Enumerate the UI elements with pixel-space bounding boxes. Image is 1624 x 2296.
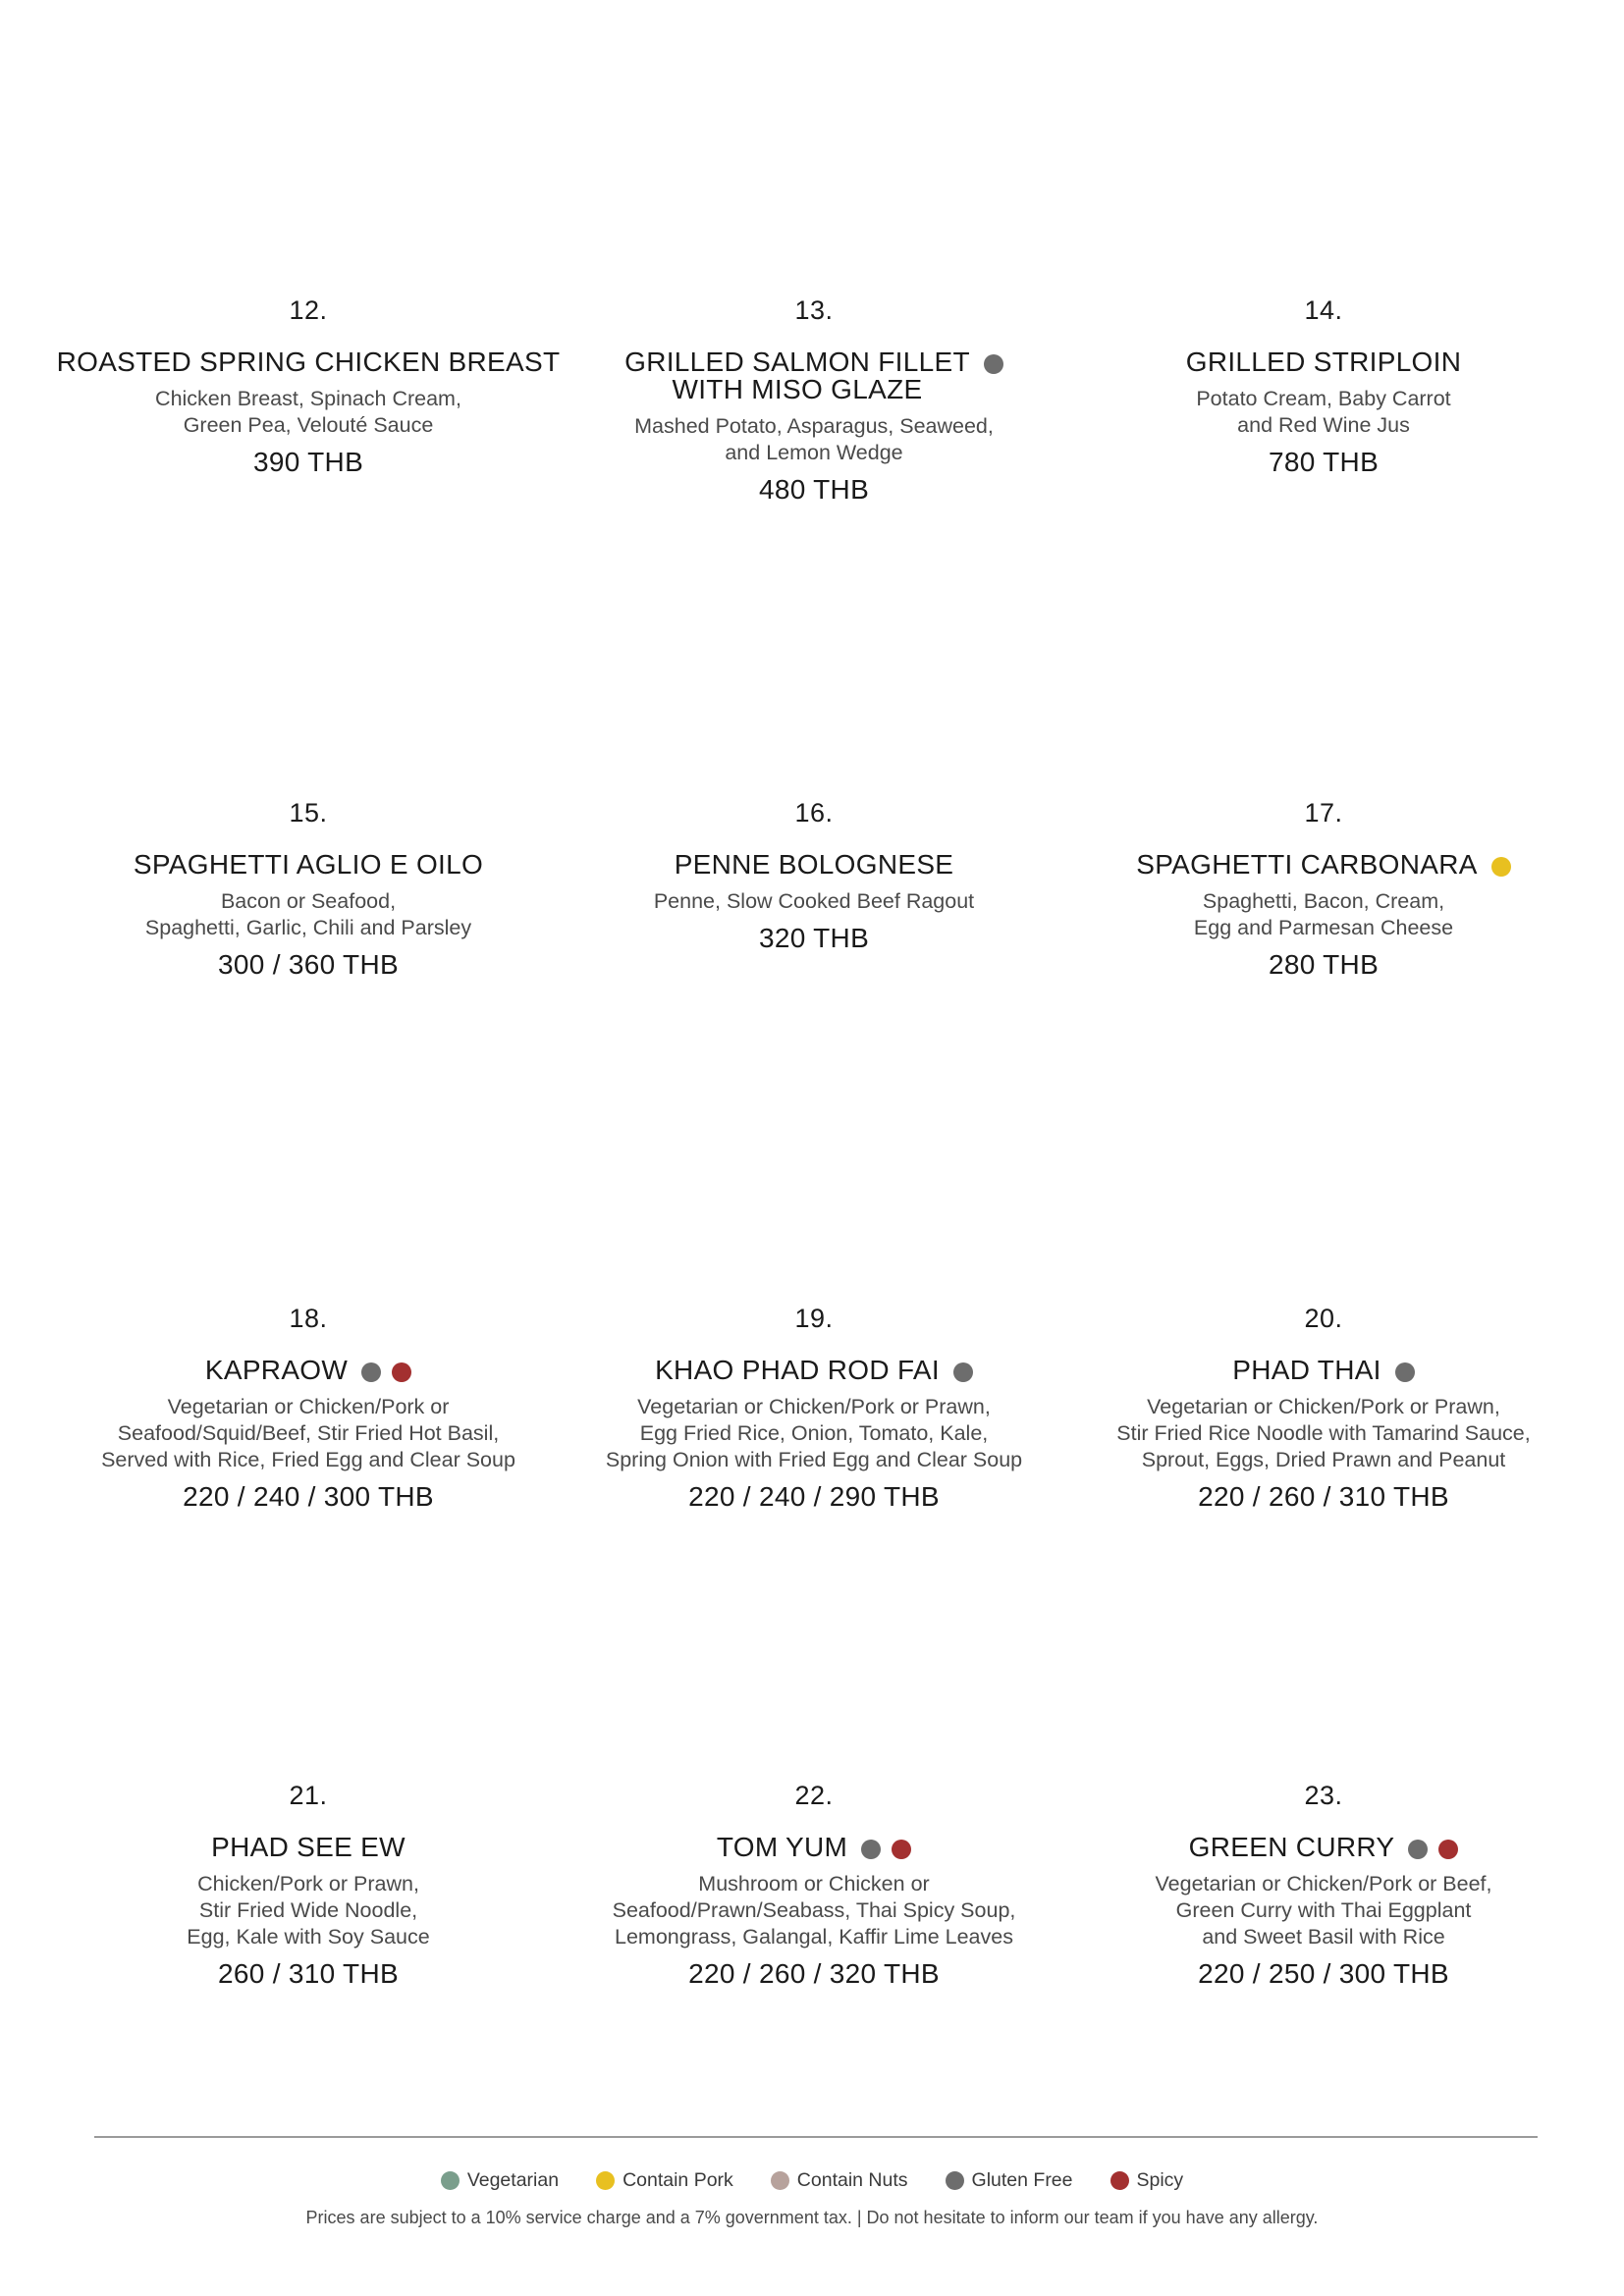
item-name-line: ROASTED SPRING CHICKEN BREAST [56,347,561,377]
item-name [1068,851,1579,879]
menu-item [1068,294,1579,479]
item-description [1068,1871,1579,1950]
item-number: 19. [794,1304,834,1333]
item-name-line: PHAD THAI [1232,1355,1381,1385]
legend-item [771,2169,908,2192]
item-name [1068,1834,1579,1861]
dietary-legend [0,2169,1624,2192]
item-description [559,1871,1069,1950]
item-price: 220 / 240 / 290 THB [688,1481,940,1512]
legend-label: Vegetarian [466,2169,560,2191]
item-number: 21. [289,1781,328,1810]
item-price: 780 THB [1268,447,1380,477]
gluten-free-dot-icon [861,1840,881,1859]
item-description-line: Mashed Potato, Asparagus, Seaweed, [634,414,994,438]
item-description-line: Vegetarian or Chicken/Pork or Beef, [1155,1872,1492,1896]
item-description-line: Chicken/Pork or Prawn, [197,1872,419,1896]
item-description-line: Spaghetti, Garlic, Chili and Parsley [144,916,472,939]
item-number: 15. [289,798,328,828]
item-name-line: KAPRAOW [204,1355,349,1385]
item-description-line: Penne, Slow Cooked Beef Ragout [653,889,975,913]
legend-item [1110,2169,1184,2192]
item-number: 18. [289,1304,328,1333]
item-description [559,413,1069,466]
legend-item [441,2169,559,2192]
item-description-line: Mushroom or Chicken or [698,1872,930,1896]
item-description-line: Seafood/Prawn/Seabass, Thai Spicy Soup, [612,1898,1016,1922]
item-description-line: Vegetarian or Chicken/Pork or Prawn, [637,1395,991,1418]
item-name-line: SPAGHETTI AGLIO E OILO [133,849,484,880]
item-name-line: GRILLED SALMON FILLET [624,347,970,377]
legend-item [596,2169,733,2192]
item-name-line: WITH MISO GLAZE [672,374,923,404]
item-number: 17. [1304,798,1343,828]
item-tags [984,354,1003,374]
item-name-line: SPAGHETTI CARBONARA [1136,849,1478,880]
item-price: 260 / 310 THB [218,1958,399,1989]
item-price: 280 THB [1268,949,1380,980]
item-price: 300 / 360 THB [218,949,399,980]
item-number: 20. [1304,1304,1343,1333]
legend-label: Gluten Free [971,2169,1073,2191]
item-number: 23. [1304,1781,1343,1810]
item-description-line: Bacon or Seafood, [220,889,397,913]
menu-item [1068,797,1579,982]
item-price: 480 THB [758,474,870,505]
item-name [559,851,1069,879]
item-tags [361,1362,411,1382]
item-name [53,1357,564,1384]
item-name [559,1357,1069,1384]
item-price: 320 THB [758,923,870,953]
item-description [53,1394,564,1473]
gluten-free-dot-icon [984,354,1003,374]
item-name-line: GRILLED STRIPLOIN [1185,347,1462,377]
item-description-line: Egg, Kale with Soy Sauce [187,1925,430,1949]
legend-label: Spicy [1136,2169,1184,2191]
item-description-line: Spring Onion with Fried Egg and Clear Soup [605,1448,1023,1471]
item-description-line: Stir Fried Rice Noodle with Tamarind Sauce, [1116,1421,1531,1445]
gluten-free-dot-icon [1395,1362,1415,1382]
item-description [53,1871,564,1950]
item-number: 12. [289,295,328,325]
item-number: 13. [794,295,834,325]
footer-note: Prices are subject to a 10% service charge and a 7% government tax. | Do not hesitate to inform our team if you have any allergy. [305,2208,1319,2227]
item-name [53,851,564,879]
item-description [53,386,564,439]
item-name [53,348,564,376]
item-name-line: TOM YUM [716,1832,848,1862]
vegetarian-dot-icon [441,2171,460,2190]
gluten-free-dot-icon [946,2171,964,2190]
item-description-line: Green Pea, Velouté Sauce [183,413,434,437]
spicy-dot-icon [392,1362,411,1382]
item-description-line: and Red Wine Jus [1237,413,1410,437]
item-tags [1491,857,1511,877]
item-price: 220 / 260 / 320 THB [688,1958,940,1989]
menu-item [559,1780,1069,1991]
menu-item [53,797,564,982]
item-number: 14. [1304,295,1343,325]
gluten-free-dot-icon [1408,1840,1428,1859]
item-number: 22. [794,1781,834,1810]
item-description-line: Stir Fried Wide Noodle, [198,1898,418,1922]
item-description-line: and Sweet Basil with Rice [1202,1925,1445,1949]
item-description-line: and Lemon Wedge [725,441,903,464]
item-description [1068,386,1579,439]
menu-item [53,294,564,479]
item-tags [1395,1362,1415,1382]
item-description-line: Vegetarian or Chicken/Pork or Prawn, [1147,1395,1500,1418]
menu-item [53,1780,564,1991]
item-description-line: Sprout, Eggs, Dried Prawn and Peanut [1141,1448,1506,1471]
footer-divider [94,2136,1538,2138]
gluten-free-dot-icon [953,1362,973,1382]
item-description-line: Green Curry with Thai Eggplant [1175,1898,1472,1922]
item-number: 16. [794,798,834,828]
item-name-line: PHAD SEE EW [211,1832,406,1862]
menu-item [53,1303,564,1514]
gluten-free-dot-icon [361,1362,381,1382]
item-name [1068,1357,1579,1384]
item-price: 390 THB [252,447,364,477]
legend-item [946,2169,1073,2192]
item-description [1068,1394,1579,1473]
item-description-line: Seafood/Squid/Beef, Stir Fried Hot Basil, [117,1421,500,1445]
legend-label: Contain Pork [623,2169,733,2191]
item-tags [953,1362,973,1382]
item-description-line: Spaghetti, Bacon, Cream, [1202,889,1445,913]
item-description-line: Lemongrass, Galangal, Kaffir Lime Leaves [615,1925,1013,1949]
item-description-line: Potato Cream, Baby Carrot [1196,387,1451,410]
contain-pork-dot-icon [1491,857,1511,877]
item-name-line: KHAO PHAD ROD FAI [655,1355,940,1385]
spicy-dot-icon [892,1840,911,1859]
item-name [559,1834,1069,1861]
item-name-line: GREEN CURRY [1188,1832,1395,1862]
item-description-line: Served with Rice, Fried Egg and Clear Soup [101,1448,515,1471]
item-description [559,1394,1069,1473]
item-description-line: Chicken Breast, Spinach Cream, [155,387,461,410]
item-name [53,1834,564,1861]
contain-nuts-dot-icon [771,2171,789,2190]
legend-label: Contain Nuts [796,2169,908,2191]
menu-item [559,1303,1069,1514]
item-name [1068,348,1579,376]
item-price: 220 / 240 / 300 THB [183,1481,434,1512]
menu-item [1068,1780,1579,1991]
item-name [559,348,1069,403]
item-description-line: Egg and Parmesan Cheese [1193,916,1454,939]
item-name-line: PENNE BOLOGNESE [674,849,954,880]
item-description [559,888,1069,915]
contain-pork-dot-icon [596,2171,615,2190]
spicy-dot-icon [1438,1840,1458,1859]
item-description-line: Vegetarian or Chicken/Pork or [167,1395,450,1418]
menu-item [1068,1303,1579,1514]
item-description-line: Egg Fried Rice, Onion, Tomato, Kale, [639,1421,989,1445]
menu-item [559,294,1069,507]
item-description [53,888,564,941]
item-description [1068,888,1579,941]
menu-item [559,797,1069,955]
item-price: 220 / 250 / 300 THB [1198,1958,1449,1989]
item-tags [1408,1840,1458,1859]
item-price: 220 / 260 / 310 THB [1198,1481,1449,1512]
item-tags [861,1840,911,1859]
spicy-dot-icon [1110,2171,1129,2190]
